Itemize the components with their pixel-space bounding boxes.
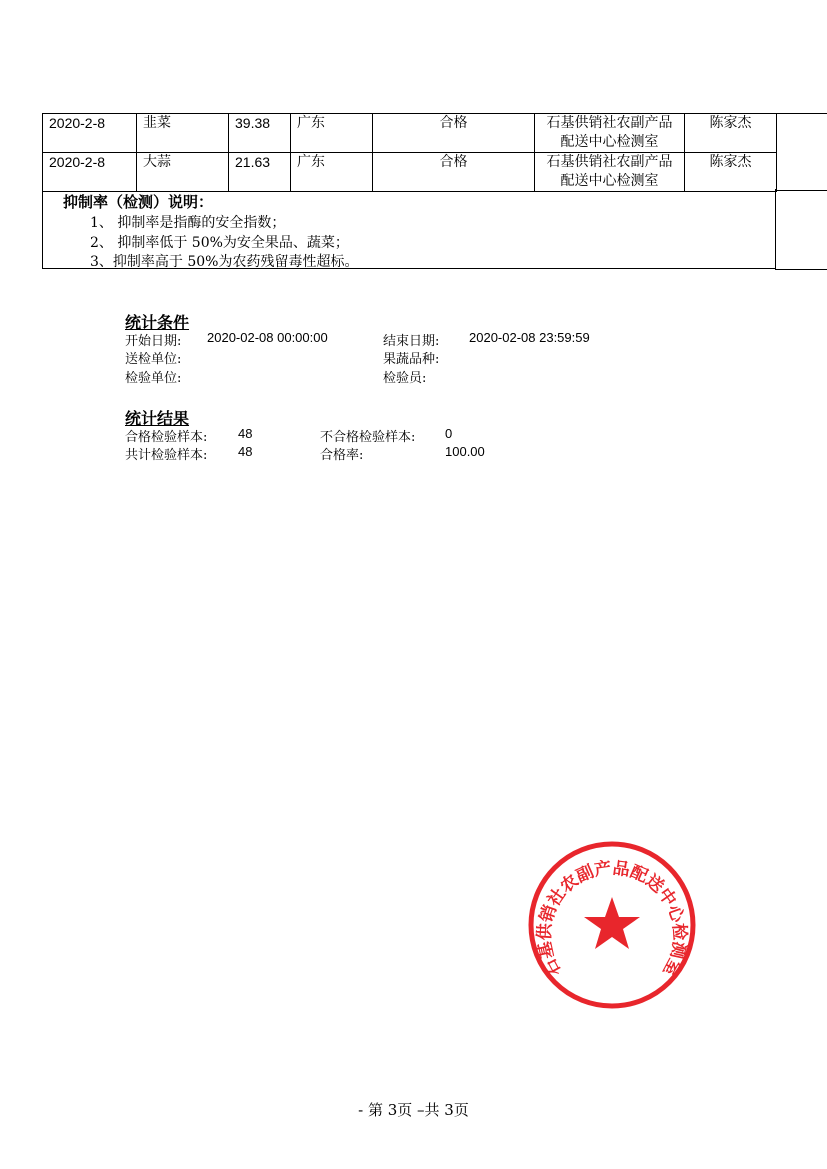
pass-samples-value: 48 <box>238 426 253 441</box>
note-line-2: 2、 抑制率低于 50%为安全果品、蔬菜； <box>90 235 349 251</box>
table-overflow-edge <box>775 113 827 191</box>
inspector-cell: 陈家杰 <box>685 153 777 192</box>
org-line-1: 石基供销社农副产品 <box>546 154 673 170</box>
origin-cell: 广东 <box>291 114 373 153</box>
results-table <box>42 113 777 192</box>
total-samples-label: 共计检验样本: <box>125 448 208 463</box>
end-date-value: 2020-02-08 23:59:59 <box>469 330 590 345</box>
inspector-label: 检验员: <box>383 371 427 386</box>
result-cell: 合格 <box>373 114 535 153</box>
variety-label: 果蔬品种: <box>383 352 440 367</box>
result-cell: 合格 <box>373 153 535 192</box>
page-footer: - 第 3页 –共 3页 <box>358 1101 469 1119</box>
inspect-unit-label: 检验单位: <box>125 371 182 386</box>
total-samples-value: 48 <box>238 444 253 459</box>
start-date-value: 2020-02-08 00:00:00 <box>207 330 328 345</box>
table-row <box>43 114 777 153</box>
results-title: 统计结果 <box>125 409 190 428</box>
pass-rate-value: 100.00 <box>445 444 485 459</box>
start-date-label: 开始日期: <box>125 334 182 349</box>
item-cell: 韭菜 <box>137 114 229 153</box>
official-seal-stamp <box>527 840 697 1010</box>
org-cell <box>535 114 685 153</box>
table-row <box>43 153 777 192</box>
note-line-3: 3、抑制率高于 50%为农药残留毒性超标。 <box>90 254 359 270</box>
inhibition-note-box <box>42 189 776 269</box>
org-line-2: 配送中心检测室 <box>560 134 659 150</box>
note-overflow-edge <box>775 189 827 270</box>
org-line-2: 配送中心检测室 <box>560 173 659 189</box>
date-cell: 2020-2-8 <box>43 114 137 153</box>
note-line-1: 1、 抑制率是指酶的安全指数； <box>90 215 286 231</box>
fail-samples-value: 0 <box>445 426 453 441</box>
value-cell: 21.63 <box>229 153 291 192</box>
date-cell: 2020-2-8 <box>43 153 137 192</box>
origin-cell: 广东 <box>291 153 373 192</box>
fail-samples-label: 不合格检验样本: <box>320 430 416 445</box>
value-cell: 39.38 <box>229 114 291 153</box>
item-cell: 大蒜 <box>137 153 229 192</box>
org-cell <box>535 153 685 192</box>
inspector-cell: 陈家杰 <box>685 114 777 153</box>
seal-star-icon <box>584 897 640 949</box>
pass-rate-label: 合格率: <box>320 448 364 463</box>
seal-text-path: 石基供销社农副产品配送中心检测室 <box>534 858 690 980</box>
sender-unit-label: 送检单位: <box>125 352 182 367</box>
conditions-title: 统计条件 <box>125 313 190 332</box>
pass-samples-label: 合格检验样本: <box>125 430 208 445</box>
org-line-1: 石基供销社农副产品 <box>546 115 673 131</box>
end-date-label: 结束日期: <box>383 334 440 349</box>
note-title: 抑制率（检测）说明： <box>63 193 214 211</box>
